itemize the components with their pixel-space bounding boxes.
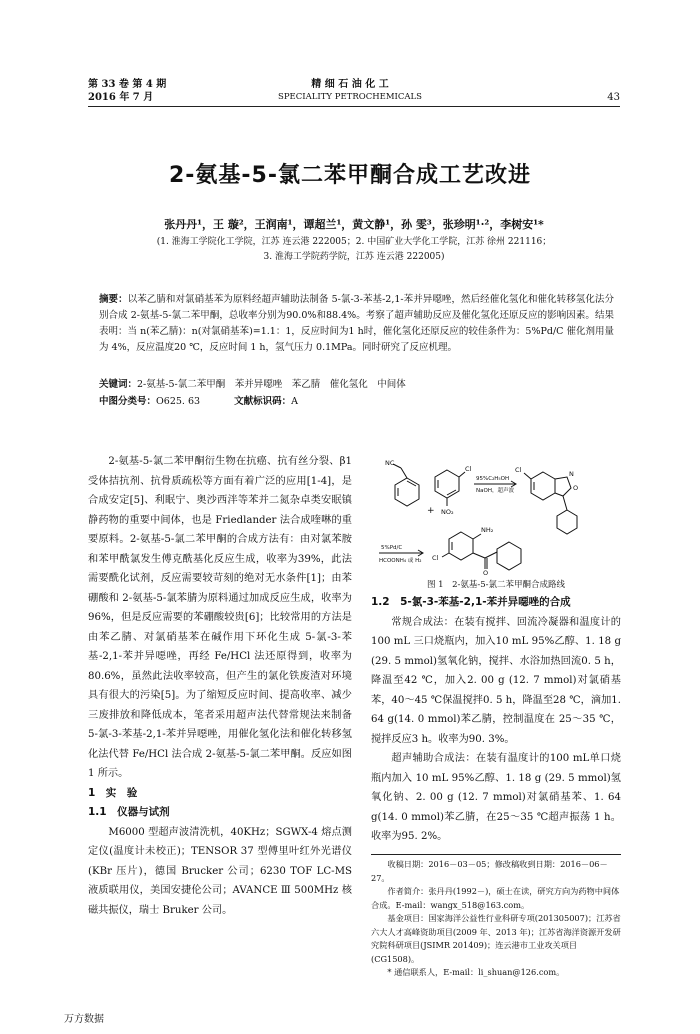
label-cl-prod1: Cl [515,466,522,474]
header-page-number: 43 [607,92,620,103]
cond2-bottom: HCOONH₄ 或 H₂ [379,558,422,564]
affiliation-line-2: 3. 淮海工学院药学院，江苏 连云港 222005) [263,252,445,262]
right-column [371,593,621,847]
cond1-top: 95%C₂H₅OH [476,476,510,482]
aminobenzophenone-ring [449,532,473,560]
nitrobenzene-ring [435,470,459,498]
abstract [99,292,614,356]
footnote-correspondence: * 通信联系人，E-mail：li_shuan@126.com。 [387,967,565,977]
label-n: N [569,470,574,478]
section-1-1-heading: 1.1 仪器与试剂 [88,806,170,818]
doc-code-label: 文献标识码： [234,396,292,407]
keywords-label: 关键词： [99,379,138,390]
intro-paragraph: 2-氨基-5-氯二苯甲酮衍生物在抗癌、抗有丝分裂、β1 受体拮抗剂、抗骨质疏松等方面有着广泛的应用[1-4]，是合成安定[5]、利眠宁、奥沙西泮等苯并二氮杂卓类安眠镇静药物的重要中间体，也是 Friedlander 法合成喹啉的重要原料。2-氨基-5-氯二苯甲酮的合成方法有：由对氯苯胺和苯甲酰氯发生傅克酰基化反应生成，收率为39%，此法需要酰化试剂，反应需要较苛刻的绝对无水条件[1]；由苯硼酸和 2-氨基-5-氯苯腈为原料通过加成反应生成，收率为96%，但是反应需要的苯硼酸较贵[6]；比较常用的方法是由苯乙腈、对氯硝基苯在碱作用下环化生成 5-氯-3-苯基-2,1-苯并异噁唑，再经 Fe/HCl 法还原得到，收率为80.6%，虽然此法收率较高，但产生的氯化铁废渣对环境具有很大的污染[5]。为了缩短反应时间、提高收率、减少三废排放和降低成本，笔者采用超声法代替常规法来制备 5-氯-3-苯基-2,1-苯并异噁唑，用催化氢化法和催化转移氢化法代替 Fe/HCl 法合成 2-氨基-5-氯二苯甲酮。反应如图 1 所示。 [88,456,352,779]
footnotes [371,858,621,980]
label-cl-prod2: Cl [432,554,439,562]
left-column [88,452,352,920]
reaction-scheme-figure [371,450,621,575]
cls-value: O625. 63 [156,396,201,407]
abstract-label: 摘要： [99,294,128,305]
cls-label: 中图分类号： [99,396,157,407]
footnote-rule [371,854,621,855]
header-date: 2016 年 7 月 [88,92,154,103]
doc-code-value: A [291,396,299,407]
label-cl-top: Cl [465,465,472,473]
cond1-bottom: NaOH，超声波 [476,488,514,494]
benzisoxazole-ring [531,472,555,500]
abstract-text: 以苯乙腈和对氯硝基苯为原料经超声辅助法制备 5-氯-3-苯基-2,1-苯并异噁唑，然后经催化氢化和催化转移氢化法分别合成 2-氨基-5-氯二苯甲酮，总收率分别为90.0%和88.4%。考察了超声辅助反应及催化氢化还原反应的影响因素。结果表明：当 n(苯乙腈)：n(对氯硝基苯)=1.1：1，反应时间为1 h时，催化氢化还原反应的较佳条件为：5%Pd/C 催化剂用量为 4%，反应温度20 ℃，反应时间 1 h，氢气压力 0.1MPa。同时研究了反应机理。 [99,294,614,353]
classification [99,394,614,410]
label-no2: NO₂ [441,508,454,516]
header-journal-cn: 精 细 石 油 化 工 [311,79,389,90]
cond2-top: 5%Pd/C [381,545,403,551]
affiliation-line-1: (1. 淮海工学院化工学院，江苏 连云港 222005；2. 中国矿业大学化工学院，江苏 徐州 221116； [156,237,552,247]
ultrasonic-method-paragraph: 超声辅助合成法：在装有温度计的100 mL单口烧瓶内加入 10 mL 95%乙醇、1. 18 g (29. 5 mmol)氢氧化钠、2. 00 g (12. 7 mmol)对氯硝基苯、1. 64 g(14. 0 mmol)苯乙腈，在25～35 ℃超声振荡 1 h。收率为95. 2%。 [371,753,621,842]
label-nc: NC [385,459,395,467]
conventional-method-paragraph: 常规合成法：在装有搅拌、回流冷凝器和温度计的 100 mL 三口烧瓶内，加入10 mL 95%乙醇、1. 18 g (29. 5 mmol)氢氧化钠，搅拌、水浴加热回流0. 5 h，降温至42 ℃，加入2. 00 g (12. 7 mmol)对氯硝基苯，40～45 ℃保温搅拌0. 5 h，降温至28 ℃，滴加1. 64 g(14. 0 mmol)苯乙腈，控制温度在 25～35 ℃，搅拌反应3 h。收率为90. 3%。 [371,616,621,745]
author-list: 张丹丹¹，王 璇²，王润南¹，谭超兰¹，黄文静¹，孙 雯³，张珍明¹·²，李树安¹* [164,218,544,231]
header-journal-en: SPECIALITY PETROCHEMICALS [278,92,422,102]
benzyl-ring [395,478,419,506]
keywords [99,377,614,393]
header-rule [88,106,620,107]
page-title: 2-氨基-5-氯二苯甲酮合成工艺改进 [168,163,531,188]
keywords-text: 2-氨基-5-氯二苯甲酮 苯并异噁唑 苯乙腈 催化氢化 中间体 [137,379,406,390]
footnote-author-bio: 作者简介：张丹丹(1992－)，硕士在读，研究方向为药物中间体合成。E-mail：wangx_518@163.com。 [371,886,620,910]
label-o: O [573,484,579,492]
figure-caption: 图 1 2-氨基-5-氯二苯甲酮合成路线 [426,580,566,590]
plus-sign: + [427,506,435,516]
header-volume: 第 33 卷 第 4 期 [88,79,167,90]
section-1-2-heading: 1.2 5-氯-3-苯基-2,1-苯并异噁唑的合成 [371,596,571,608]
instruments-paragraph: M6000 型超声波清洗机，40KHz；SGWX-4 熔点测定仪(温度计未校正)；TENSOR 37 型傅里叶红外光谱仪(KBr 压片)，德国 Brucker 公司；6230 TOF LC-MS 液质联用仪，美国安捷伦公司；AVANCE Ⅲ 500MHz 核磁共振仪，瑞士 Bruker 公司。 [88,826,352,916]
section-1-heading: 1 实 验 [88,786,138,799]
label-nh2: NH₂ [481,526,494,534]
footnote-received: 收稿日期：2016－03－05；修改稿收到日期：2016－06－27。 [371,859,608,883]
label-o-keto: O [483,569,489,575]
footnote-funding: 基金项目：国家海洋公益性行业科研专项(201305007)；江苏省六大人才高峰资助项目(2009 年、2013 年)；江苏省海洋资源开发研究院科研项目(JSIMR 201409)；连云港市工业攻关项目(CG1508)。 [371,913,621,964]
watermark-text: 万方数据 [64,1014,104,1025]
